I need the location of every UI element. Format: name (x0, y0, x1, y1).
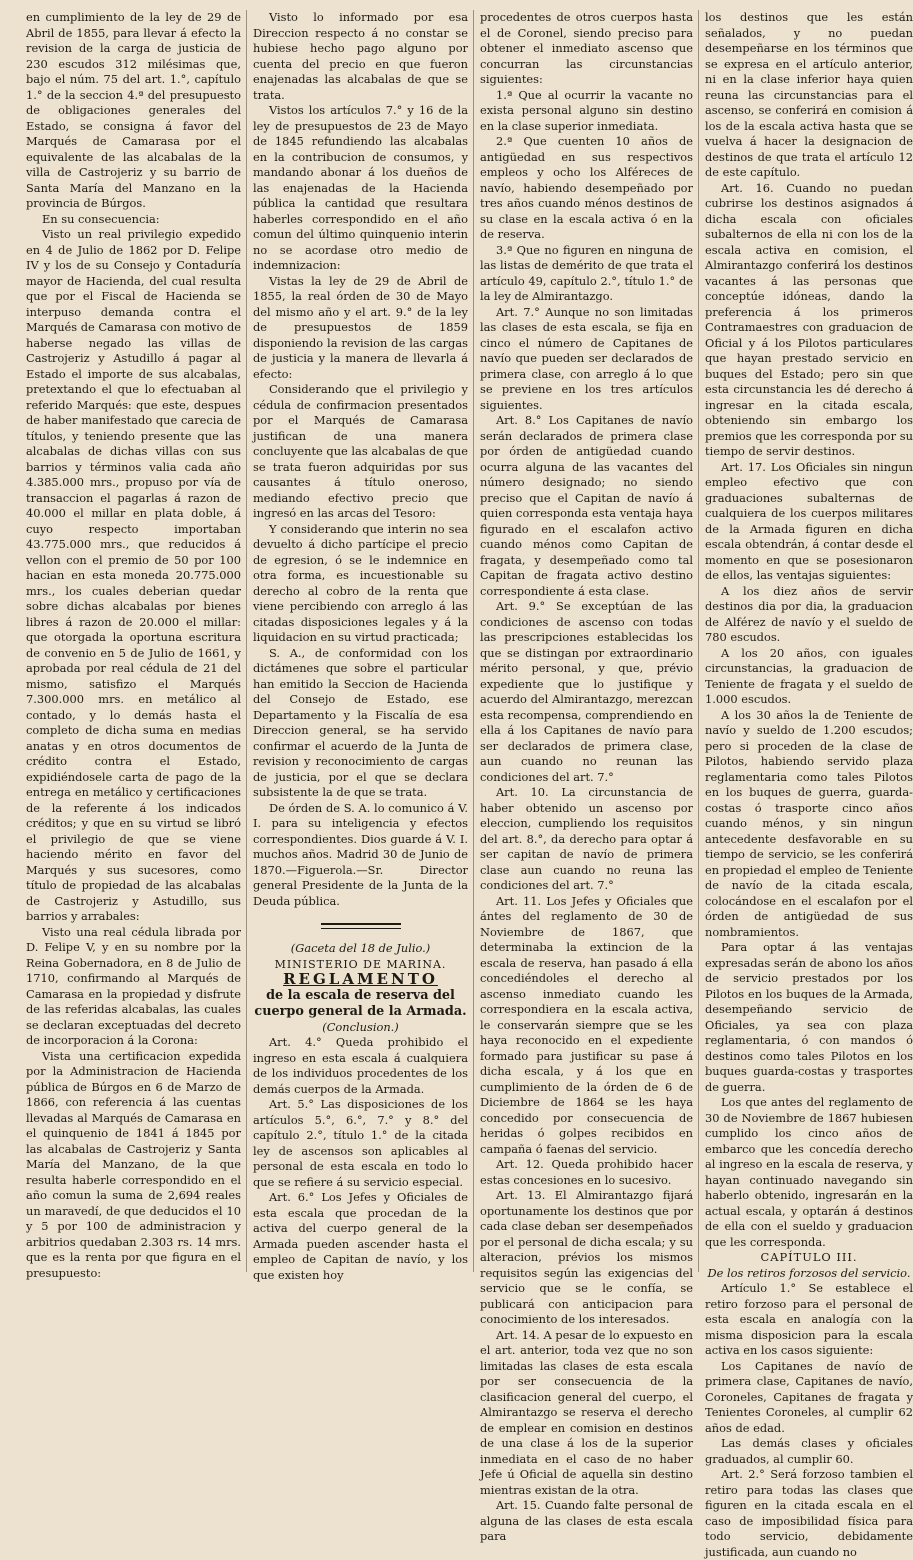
conclusion-note: (Conclusion.) (322, 1019, 399, 1034)
paragraph: en cumplimiento de la ley de 29 de Abril de 1855, para llevar á efecto la revision de la carga de justicia de 230 escudos 312 milésimas que, bajo el núm. 75 del art. 1.°, capítulo 1.° de la seccion 4.ª del presupuesto de obligaciones generales del Estado, se consigna á favor del Marqués de Camarasa por el equivalente de las alcabalas de la villa de Castrojeriz y su barrio de Santa María del Manzano en la provincia de Búrgos. (26, 10, 241, 210)
text-column-4 (705, 10, 913, 1559)
paragraph: A los 30 años la de Teniente de navío y sueldo de 1.200 escudos; pero si proceden de la clase de Pilotos, habiendo servido plaza reglamentaria como tales Pilotos en los buques de guerra, guarda-costas ó trasporte cinco años cuando ménos, y sin ningun antecedente desfavorable en su tiempo de servicio, se les conferirá en propiedad el empleo de Teniente de navío de la citada escala, colocándose en el escalafon por el órden de antigüedad de sus nombramientos. (705, 707, 913, 939)
ministry-heading: MINISTERIO DE MARINA. (274, 957, 447, 971)
paragraph: En su consecuencia: (41, 211, 160, 226)
paragraph: S. A., de conformidad con los dictámenes que sobre el particular han emitido la Seccion de Hacienda del Consejo de Estado, ese Departamento y la Fiscalía de esa Direccion general, se ha servido confirmar el acuerdo de la Junta de revision y reconocimiento de cargas de justicia, por el que se declara subsistente la de que se trata. (253, 645, 468, 799)
article: Art. 10. La circunstancia de haber obtenido un ascenso por eleccion, cumpliendo los requisitos del art. 8.°, da derecho para optar á ser capitan de navío de primera clase aun cuando no reuna las condiciones del art. 7.° (480, 785, 693, 892)
article: Las demás clases y oficiales graduados, al cumplir 60. (705, 1436, 913, 1466)
paragraph: 2.ª Que cuenten 10 años de antigüedad en sus respectivos empleos y ocho los Alféreces de navío, habiendo desempeñado por tres años cuando ménos destinos de su clase en la escala activa ó en la de reserva. (480, 134, 693, 241)
paragraph: Visto una real cédula librada por D. Felipe V, y en su nombre por la Reina Gobernadora, en 8 de Julio de 1710, confirmando al Marqués de Camarasa en la propiedad y disfrute de las referidas alcabalas, las cuales se declaran exceptuadas del decreto de incorporacion á la Corona: (26, 924, 241, 1047)
regulation-subtitle: de la escala de reserva del cuerpo general de la Armada. (254, 987, 467, 1019)
article: Art. 13. El Almirantazgo fijará oportunamente los destinos que por cada clase deban ser desempeñados por el personal de dicha escala; y su alteracion, prévios los mismos requisitos según las exigencias del servicio que se le confía, se publicará con anticipacion para conocimiento de los interesados. (480, 1188, 693, 1326)
paragraph: 3.ª Que no figuren en ninguna de las listas de demérito de que trata el artículo 49, capítulo 2.°, título 1.° de la ley de Almirantazgo. (480, 242, 693, 303)
section-divider (321, 923, 401, 929)
gazette-note: (Gaceta del 18 de Julio.) (290, 941, 431, 955)
chapter-heading: CAPÍTULO III. (760, 1250, 858, 1264)
signature-paragraph: De órden de S. A. lo comunico á V. I. para su inteligencia y efectos correspondientes. Dios guarde á V. I. muchos años. Madrid 30 de Junio de 1870.—Figuerola.—Sr. Director general Presidente de la Junta de la Deuda pública. (253, 800, 468, 908)
paragraph: A los 20 años, con iguales circunstancias, la graduacion de Teniente de fragata y el sueldo de 1.000 escudos. (705, 645, 913, 706)
text-column-3 (480, 10, 693, 1543)
article: Art. 12. Queda prohibido hacer estas concesiones en lo sucesivo. (480, 1157, 693, 1187)
article: Art. 9.° Se exceptúan de las condiciones de ascenso con todas las prescripciones establecidas los que se distingan por extraordinario mérito personal, y que, prévio expediente que lo justifique y acuerdo del Almirantazgo, merezcan esta recompensa, comprendiendo en ella á los Capitanes de navío para ser declarados de primera clase, aun cuando no reunan las condiciones del art. 7.° (480, 599, 693, 784)
article: Los Capitanes de navío de primera clase, Capitanes de navío, Coroneles, Capitanes de fragata y Tenientes Coroneles, al cumplir 62 años de edad. (705, 1358, 913, 1435)
article: Art. 5.° Las disposiciones de los artículos 5.°, 6.°, 7.° y 8.° del capítulo 2.°, título 1.° de la citada ley de ascensos son aplicables al personal de esta escala en todo lo que se refiere á su servicio especial. (253, 1097, 468, 1189)
paragraph: Y considerando que interin no sea devuelto á dicho partícipe el precio de egresion, ó se le indemnice en otra forma, es incuestionable su derecho al cobro de la renta que viene percibiendo con arreglo á las citadas disposiciones legales y á la liquidacion en su virtud practicada; (253, 521, 468, 644)
paragraph: Visto lo informado por esa Direccion respecto á no constar se hubiese hecho pago alguno por cuenta del precio en que fueron enajenadas las alcabalas de que se trata. (253, 10, 468, 102)
paragraph: A los diez años de servir destinos dia por dia, la graduacion de Alférez de navío y el sueldo de 780 escudos. (705, 583, 913, 644)
paragraph: Considerando que el privilegio y cédula de confirmacion presentados por el Marqués de Camarasa justifican de una manera concluyente que las alcabalas de que se trata fueron adquiridas por sus causantes á título oneroso, mediando efectivo precio que ingresó en las arcas del Tesoro: (253, 382, 468, 520)
paragraph: Para optar á las ventajas expresadas serán de abono los años de servicio prestados por los Pilotos en los buques de la Armada, desempeñando servicio de Oficiales, ya sea con plaza reglamentaria, ó con mandos ó destinos como tales Pilotos en los buques guarda-costas y trasportes de guerra. (705, 940, 913, 1094)
article: Art. 15. Cuando falte personal de alguna de las clases de esta escala para (480, 1498, 693, 1543)
paragraph: procedentes de otros cuerpos hasta el de Coronel, siendo preciso para obtener el inmediato ascenso que concurran las circunstancias siguientes: (480, 10, 693, 86)
article: Art. 11. Los Jefes y Oficiales que ántes del reglamento de 30 de Noviembre de 1867, que determinaba la extincion de la escala de reserva, han pasado á ella concediéndoles el derecho al ascenso inmediato cuando les correspondiera en la escala activa, le conservarán siempre que se les haya reconocido en el expediente formado para justificar su pase á dicha escala, y á los que en cumplimiento de la órden de 6 de Diciembre de 1864 se les haya concedido por consecuencia de heridas ó golpes recibidos en campaña ó faenas del servicio. (480, 893, 693, 1156)
article: Art. 16. Cuando no puedan cubrirse los destinos asignados á dicha escala con oficiales subalternos de ella ni con los de la escala activa en comision, el Almirantazgo conferirá los destinos vacantes á las personas que conceptúe idóneas, dando la preferencia á los primeros Contramaestres con graduacion de Oficial y á los Pilotos particulares que hayan prestado servicio en buques del Estado; pero sin que esta circunstancia les dé derecho á ingresar en la citada escala, obteniendo sin embargo los premios que les corresponda por su tiempo de servir destinos. (705, 180, 913, 458)
chapter-subtitle: De los retiros forzosos del servicio. (707, 1265, 911, 1280)
paragraph: Los que antes del reglamento de 30 de Noviembre de 1867 hubiesen cumplido los cinco años de embarco que les concedía derecho al ingreso en la escala de reserva, y hayan continuado navegando sin haberlo obtenido, ingresarán en la actual escala, y optarán á destinos de ella con el sueldo y graduacion que les corresponda. (705, 1095, 913, 1249)
paragraph: Vistos los artículos 7.° y 16 de la ley de presupuestos de 23 de Mayo de 1845 refundiendo las alcabalas en la contribucion de consumos, y mandando abonar á los dueños de las enajenadas de la Hacienda pública la cantidad que resultara haberles correspondido en el año comun del último quinquenio interin no se acordase otro medio de indemnizacion: (253, 103, 468, 272)
article: Art. 8.° Los Capitanes de navío serán declarados de primera clase por órden de antigüedad cuando ocurra alguna de las vacantes del número designado; no siendo preciso que el Capitan de navío á quien corresponda esta ventaja haya figurado en el escalafon activo cuando ménos como Capitan de fragata, y desempeñado como tal Capitan de fragata activo destino correspondiente á esta clase. (480, 413, 693, 598)
paragraph: Vistas la ley de 29 de Abril de 1855, la real órden de 30 de Mayo del mismo año y el art. 9.° de la ley de presupuestos de 1859 disponiendo la revision de las cargas de justicia y la manera de llevarla á efecto: (253, 273, 468, 381)
article: Art. 2.° Será forzoso tambien el retiro para todas las clases que figuren en la citada escala en el caso de imposibilidad física para todo servicio, debidamente justificada, aun cuando no (705, 1467, 913, 1559)
article: Art. 7.° Aunque no son limitadas las clases de esta escala, se fija en cinco el número de Capitanes de navío que pueden ser declarados de primera clase, con arreglo á lo que se previene en los tres artículos siguientes. (480, 304, 693, 412)
paragraph: 1.ª Que al ocurrir la vacante no exista personal alguno sin destino en la clase superior inmediata. (480, 87, 693, 133)
paragraph: Vista una certificacion expedida por la Administracion de Hacienda pública de Búrgos en 6 de Marzo de 1866, con referencia á las cuentas llevadas al Marqués de Camarasa en el quinquenio de 1841 á 1845 por las alcabalas de Castrojeriz y Santa María del Manzano, de la que resulta haberle correspondido en el año comun la suma de 2,694 reales un maravedí, de que deducidos el 10 y 5 por 100 de administracion y arbitrios quedaban 2.303 rs. 14 mrs. que es la renta por que figura en el presupuesto: (26, 1048, 241, 1280)
regulation-title: REGLAMENTO (283, 970, 438, 988)
article: Art. 4.° Queda prohibido el ingreso en esta escala á cualquiera de los individuos procedentes de los demás cuerpos de la Armada. (253, 1035, 468, 1096)
article: Art. 6.° Los Jefes y Oficiales de esta escala que procedan de la activa del cuerpo general de la Armada pueden ascender hasta el empleo de Capitan de navío, y los que existen hoy (253, 1190, 468, 1282)
text-column-2 (253, 10, 468, 1282)
text-column-1 (26, 10, 241, 1280)
article: Art. 14. A pesar de lo expuesto en el art. anterior, toda vez que no son limitadas las clases de esta escala por ser consecuencia de la clasificacion general del cuerpo, el Almirantazgo se reserva el derecho de emplear en comision en destinos de una clase á los de la superior inmediata en el caso de no haber Jefe ú Oficial de aquella sin destino mientras existan de la otra. (480, 1327, 693, 1497)
paragraph: los destinos que les están señalados, y no puedan desempeñarse en los términos que se expresa en el artículo anterior, ni en la clase inferior haya quien reuna las circunstancias para el ascenso, se conferirá en comision á los de la escala activa hasta que se vuelva á hacer la designacion de destinos de que trata el artículo 12 de este capítulo. (705, 10, 913, 179)
article: Artículo 1.° Se establece el retiro forzoso para el personal de esta escala en analogía con la misma disposicion para la escala activa en los casos siguiente: (705, 1281, 913, 1357)
article: Art. 17. Los Oficiales sin ningun empleo efectivo que con graduaciones subalternas de cualquiera de los cuerpos militares de la Armada figuren en dicha escala obtendrán, á contar desde el momento en que se posesionaron de ellos, las ventajas siguientes: (705, 459, 913, 582)
paragraph: Visto un real privilegio expedido en 4 de Julio de 1862 por D. Felipe IV y los de su Consejo y Contaduría mayor de Hacienda, del cual resulta que por el Fiscal de Hacienda se interpuso demanda contra el Marqués de Camarasa con motivo de haberse negado las villas de Castrojeriz y Astudillo á pagar al Estado el importe de sus alcabalas, pretextando el que lo efectuaban al referido Marqués: que este, despues de haber manifestado que carecia de títulos, y teniendo presente que las alcabalas de dichas villas con sus barrios y términos valia cada año 4.385.000 mrs., propuso por vía de transaccion el pagarlas á razon de 40.000 el millar en plata doble, á cuyo respecto importaban 43.775.000 mrs., que reducidos á vellon con el premio de 50 por 100 hacian en esta moneda 20.775.000 mrs., los cuales deberian quedar sobre dichas alcabalas por bienes libres á razon de 20.000 el millar: que otorgada la oportuna escritura de convenio en 5 de Julio de 1661, y aprobada por real cédula de 21 del mismo, satisfizo el Marqués 7.300.000 mrs. en metálico al contado, y lo demás hasta el completo de dicha suma en medias anatas y en otros documentos de crédito contra el Estado, expidiéndosele carta de pago de la entrega en metálico y certificaciones de la referente á los indicados créditos; y que en su virtud se libró el privilegio de que se viene haciendo mérito en favor del Marqués y sus sucesores, como título de propiedad de las alcabalas de Castrojeriz y Astudillo, sus barrios y arrabales: (26, 227, 241, 923)
